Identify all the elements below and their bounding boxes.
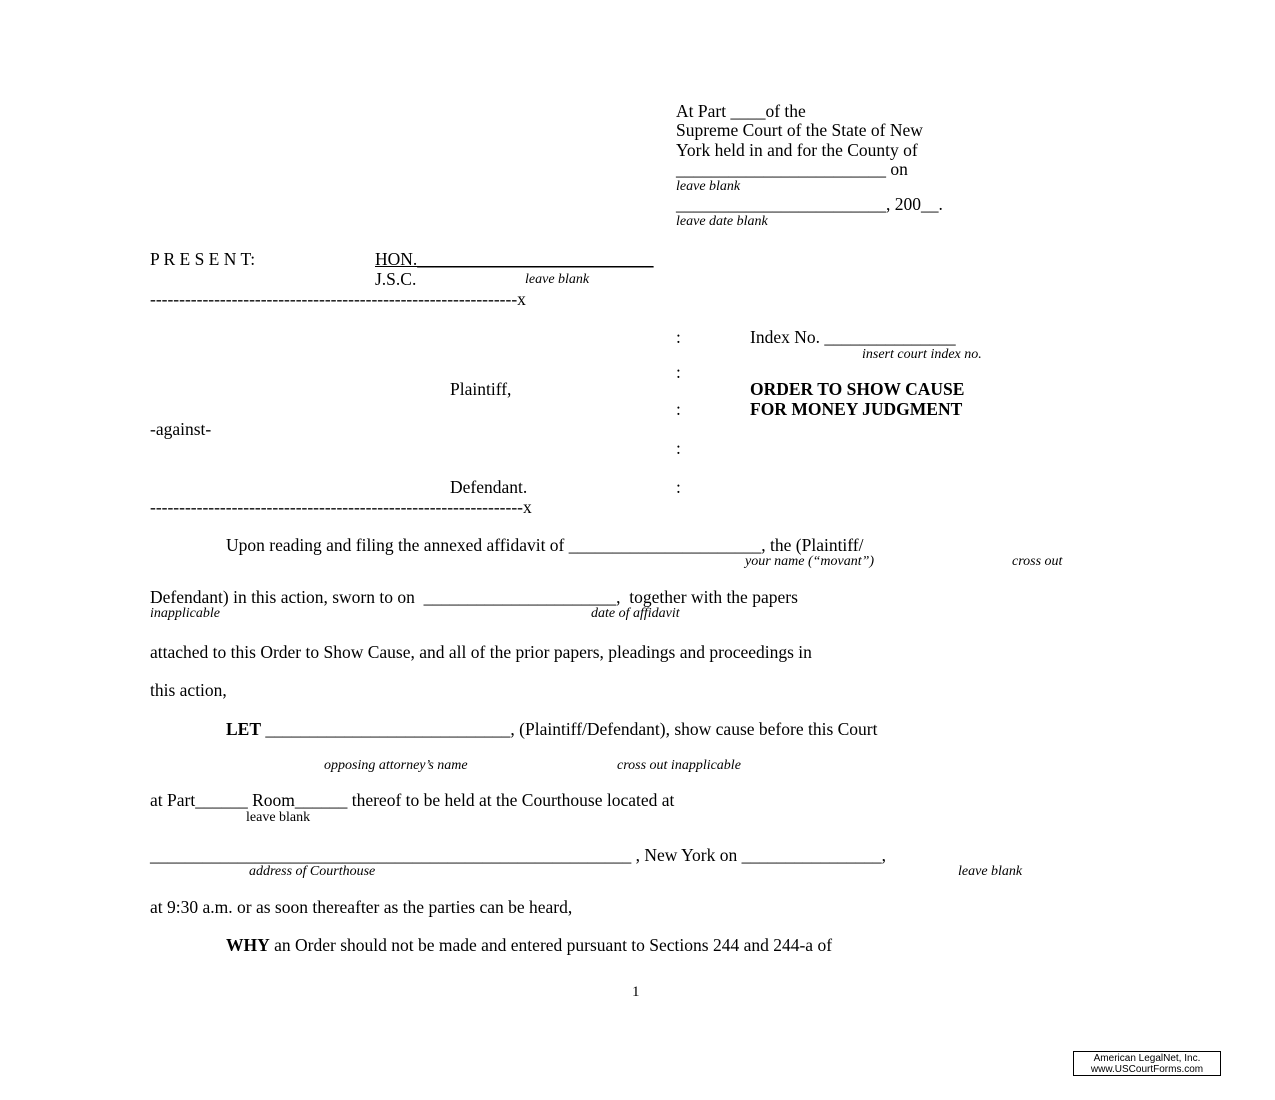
caption-date-blank: ________________________, 200__. <box>676 194 943 214</box>
caption-colon: : <box>676 399 681 419</box>
part-room-line: at Part______ Room______ thereof to be held at the Courthouse located at <box>150 790 675 810</box>
note-cross-out: cross out <box>1012 554 1063 569</box>
time-line: at 9:30 a.m. or as soon thereafter as the parties can be heard, <box>150 897 573 917</box>
defendant-label: Defendant. <box>450 477 528 497</box>
let-rest: ____________________________, (Plaintiff/Defendant), show cause before this Court <box>261 719 878 739</box>
note-your-name: your name (“movant”) <box>745 554 875 569</box>
document-title-line1: ORDER TO SHOW CAUSE <box>750 379 965 399</box>
caption-colon: : <box>676 362 681 382</box>
caption-county-blank: ________________________ on <box>676 159 908 179</box>
note-address-leave-blank: leave blank <box>958 864 1023 879</box>
note-cross-out-inapplicable: cross out inapplicable <box>617 758 741 773</box>
separator-top: ---------------------------------------------------------------x <box>150 289 526 309</box>
body-paragraph-line: Upon reading and filing the annexed affidavit of ______________________, the (Plaintiff/ <box>226 535 864 555</box>
caption-colon: : <box>676 327 681 347</box>
note-opposing-attorney: opposing attorney’s name <box>324 758 468 773</box>
plaintiff-label: Plaintiff, <box>450 379 512 399</box>
caption-county-line: York held in and for the County of <box>676 140 918 160</box>
hon-line: HON.___________________________ <box>375 249 654 269</box>
present-label: P R E S E N T: <box>150 249 256 269</box>
why-bold: WHY <box>226 935 270 955</box>
note-part-leave-blank: leave blank <box>246 810 311 825</box>
footer-publisher-url: www.USCourtForms.com <box>1090 1064 1204 1075</box>
why-paragraph-line <box>226 935 832 955</box>
caption-colon: : <box>676 438 681 458</box>
note-inapplicable: inapplicable <box>150 606 220 621</box>
against-label: -against- <box>150 419 212 439</box>
caption-colon: : <box>676 477 681 497</box>
present-note-leave-blank: leave blank <box>525 272 590 287</box>
footer-publisher-name: American LegalNet, Inc. <box>1093 1053 1201 1064</box>
index-number-line: Index No. _______________ <box>750 327 956 347</box>
caption-court-line: Supreme Court of the State of New <box>676 120 923 140</box>
document-title-line2: FOR MONEY JUDGMENT <box>750 399 963 419</box>
index-note: insert court index no. <box>862 347 982 362</box>
caption-note-leave-date-blank: leave date blank <box>676 214 768 229</box>
body-paragraph-line: attached to this Order to Show Cause, and all of the prior papers, pleadings and proceedings in <box>150 642 812 662</box>
body-paragraph-line: Defendant) in this action, sworn to on ______________________, together with the papers <box>150 587 798 607</box>
let-bold: LET <box>226 719 262 739</box>
body-paragraph-line: this action, <box>150 680 227 700</box>
page-number: 1 <box>632 984 640 1000</box>
courthouse-address-line: _______________________________________________________ , New York on ________________, <box>150 845 886 865</box>
why-rest: an Order should not be made and entered pursuant to Sections 244 and 244-a of <box>269 935 833 955</box>
footer-publisher-box <box>1073 1051 1221 1076</box>
jsc-label: J.S.C. <box>375 269 417 289</box>
separator-bottom: ----------------------------------------------------------------x <box>150 497 532 517</box>
note-date-of-affidavit: date of affidavit <box>591 606 680 621</box>
let-paragraph-line <box>226 719 878 739</box>
caption-part-line: At Part ____of the <box>676 101 806 121</box>
note-address-of-courthouse: address of Courthouse <box>249 864 376 879</box>
caption-note-leave-blank: leave blank <box>676 179 741 194</box>
